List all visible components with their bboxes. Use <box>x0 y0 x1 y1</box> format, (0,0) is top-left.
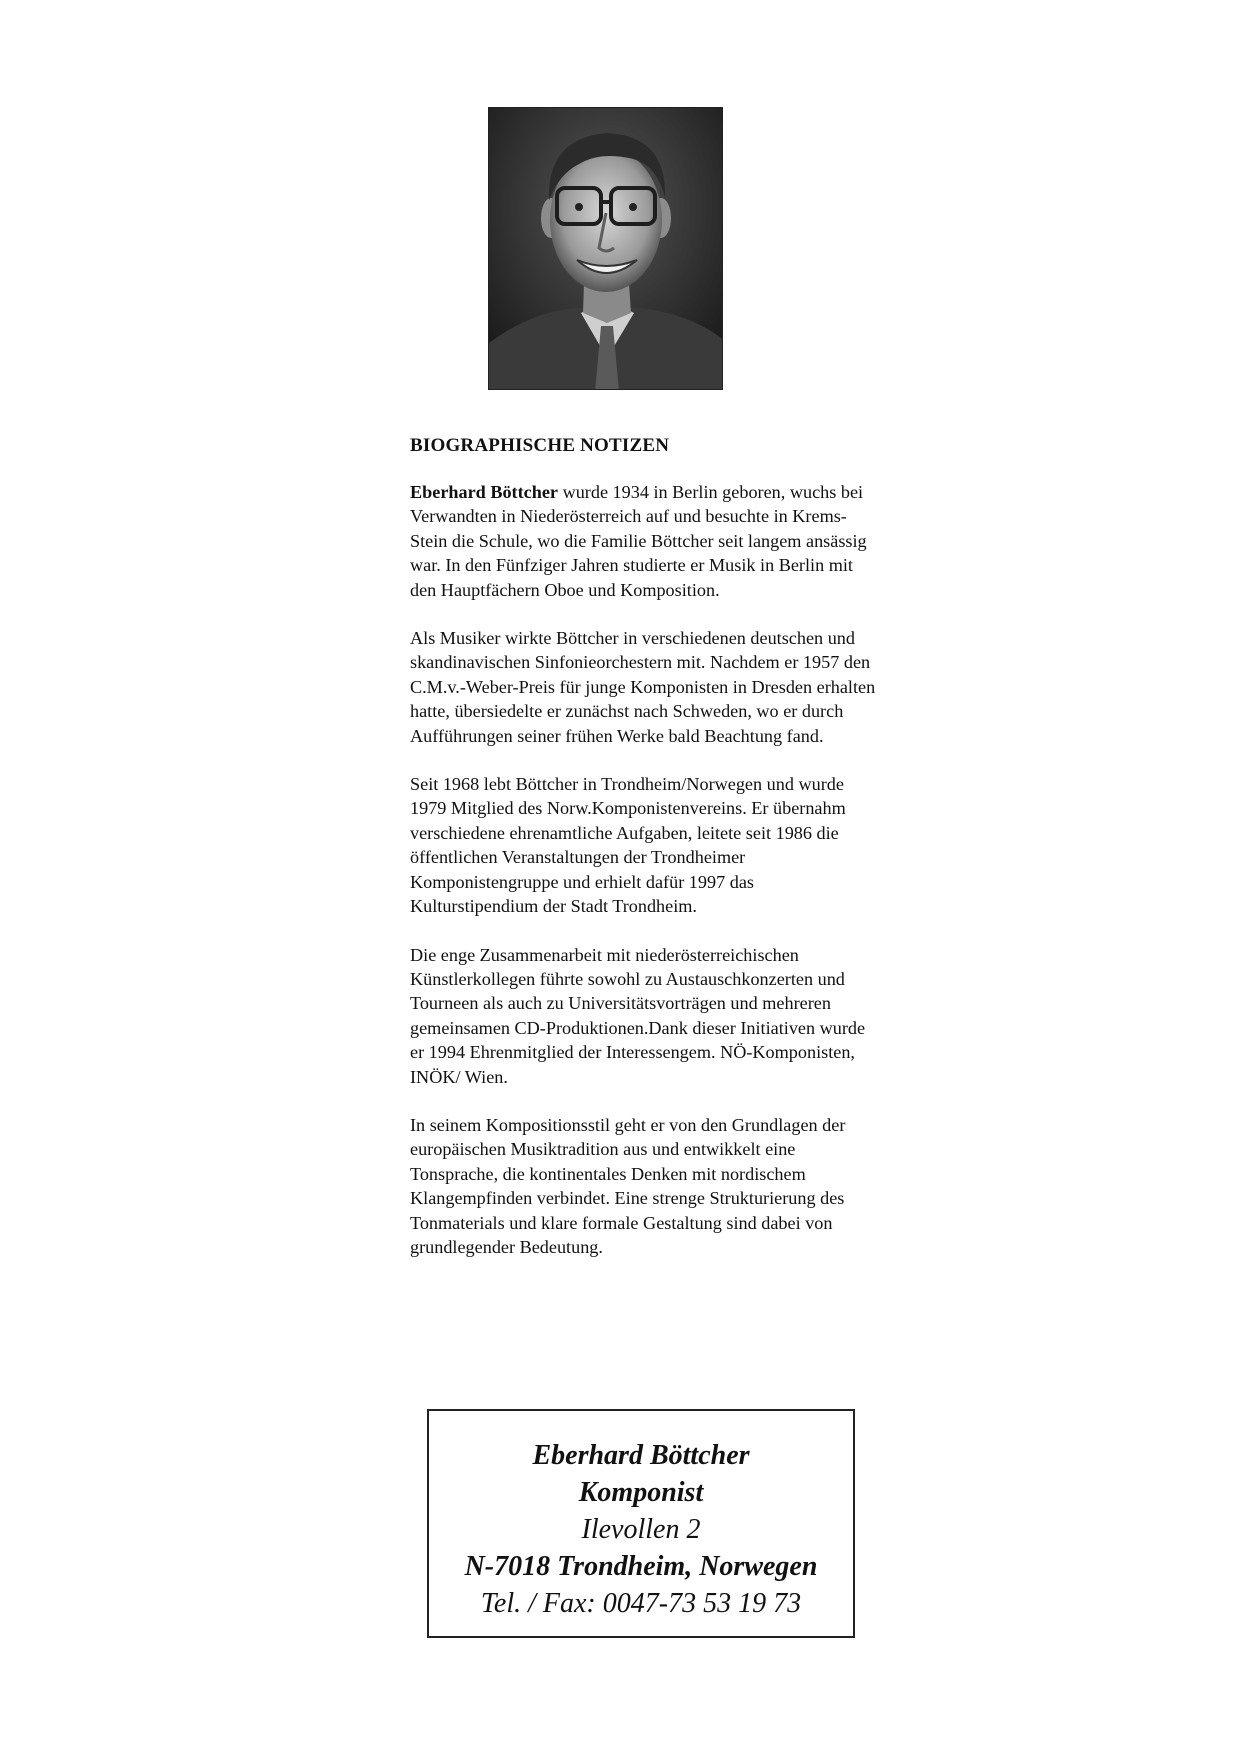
address-role: Komponist <box>578 1477 704 1508</box>
address-street: Ilevollen 2 <box>581 1514 701 1545</box>
composer-name: Eberhard Böttcher <box>410 482 559 502</box>
address-phone: Tel. / Fax: 0047-73 53 19 73 <box>480 1588 802 1619</box>
bio-paragraph-1 <box>410 480 880 602</box>
section-heading: BIOGRAPHISCHE NOTIZEN <box>410 435 670 456</box>
bio-paragraph-1-text: wurde 1934 in Berlin geboren, wuchs bei Verwandten in Niederösterreich auf und besuchte in Krems-Stein die Schule, wo die Familie Böttcher seit langem ansässig war. In den Fünfziger Jahren studierte er Musik in Berlin mit den Hauptfächern Oboe und Komposition. <box>410 482 867 600</box>
address-box <box>427 1409 855 1638</box>
portrait-photo <box>488 107 723 390</box>
bio-paragraph-2: Als Musiker wirkte Böttcher in verschiedenen deutschen und skandinavischen Sinfonieorchestern mit. Nachdem er 1957 den C.M.v.-Weber-Preis für junge Komponisten in Dresden erhalten hatte, übersiedelte er zunächst nach Schweden, wo er durch Aufführungen seiner frühen Werke bald Beachtung fand. <box>410 628 876 746</box>
bio-paragraph-4: Die enge Zusammenarbeit mit niederösterreichischen Künstlerkollegen führte sowohl zu Austauschkonzerten und Tourneen als auch zu Universitätsvorträgen und mehreren gemeinsamen CD-Produktionen.Dank dieser Initiativen wurde er 1994 Ehrenmitglied der Interessengem. NÖ-Komponisten, INÖK/ Wien. <box>410 944 866 1087</box>
address-city: N-7018 Trondheim, Norwegen <box>464 1551 818 1582</box>
address-name: Eberhard Böttcher <box>532 1440 750 1471</box>
bio-paragraph-3: Seit 1968 lebt Böttcher in Trondheim/Norwegen und wurde 1979 Mitglied des Norw.Komponistenvereins. Er übernahm verschiedene ehrenamtliche Aufgaben, leitete seit 1986 die öffentlichen Veranstaltungen der Trondheimer Komponistengruppe und erhielt dafür 1997 das Kulturstipendium der Stadt Trondheim. <box>410 774 846 917</box>
biography-section <box>410 434 880 1283</box>
portrait-illustration <box>489 108 723 390</box>
bio-paragraph-5: In seinem Kompositionsstil geht er von den Grundlagen der europäischen Musiktradition aus und entwikkelt eine Tonsprache, die kontinentales Denken mit nordischem Klangempfinden verbindet. Eine strenge Strukturierung des Tonmaterials und klare formale Gestaltung sind dabei von grundlegender Bedeutung. <box>410 1114 846 1257</box>
